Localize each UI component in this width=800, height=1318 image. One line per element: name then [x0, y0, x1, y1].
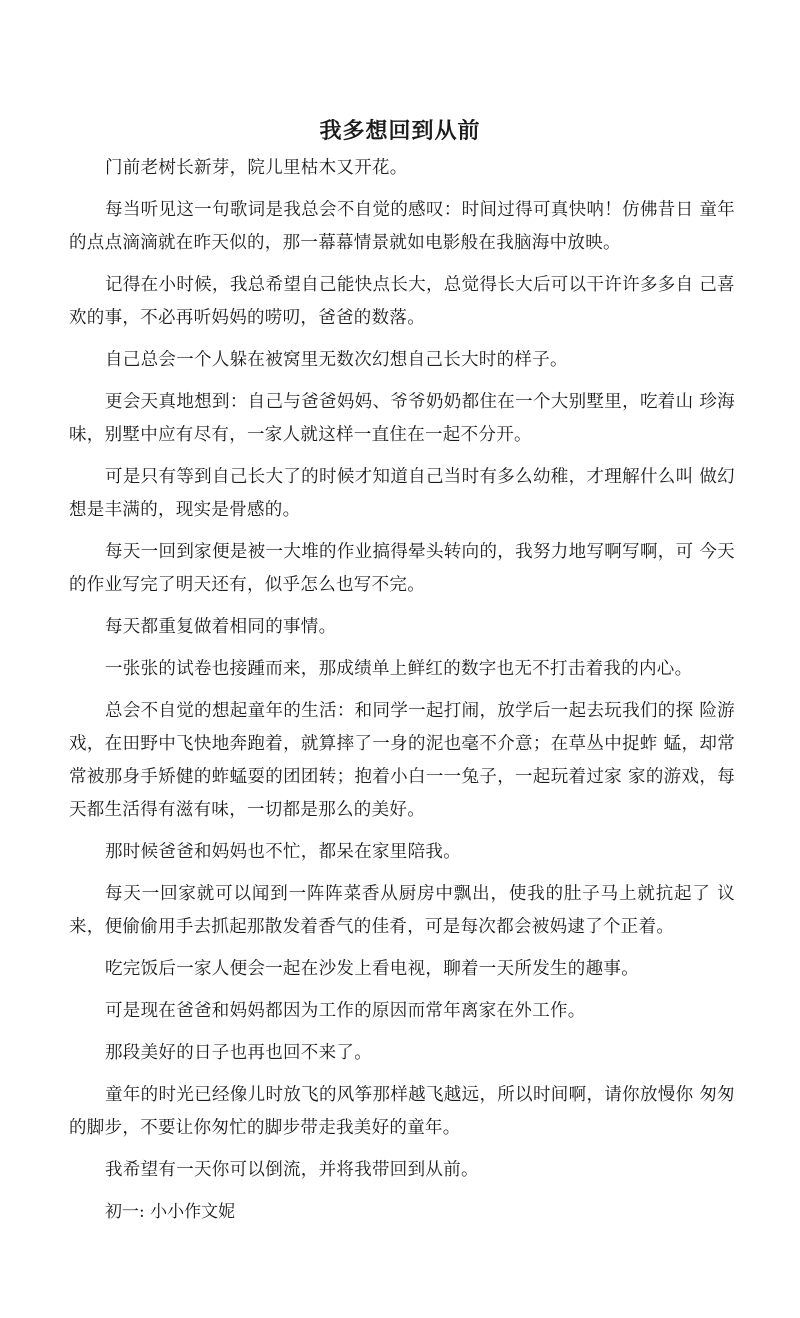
paragraph-7: 每天一回到家便是被一大堆的作业搞得晕头转向的，我努力地写啊写啊，可 今天的作业写完了明天还有，似乎怎么也写不完。 — [69, 542, 735, 595]
paragraph-6: 可是只有等到自己长大了的时候才知道自己当时有多么幼稚，才理解什么叫 做幻想是丰满的，现实是骨感的。 — [69, 467, 735, 520]
page-title: 我多想回到从前 — [319, 119, 481, 144]
paragraph-16: 童年的时光已经像儿时放飞的风筝那样越飞越远，所以时间啊，请你放慢你 匆匆的脚步，不要让你匆忙的脚步带走我美好的童年。 — [69, 1085, 735, 1138]
paragraph-15: 那段美好的日子也再也回不来了。 — [105, 1043, 372, 1063]
paragraph-13: 吃完饭后一家人便会一起在沙发上看电视，聊着一天所发生的趣事。 — [105, 959, 639, 979]
paragraph-8: 每天都重复做着相同的事情。 — [105, 617, 337, 637]
paragraph-12: 每天一回家就可以闻到一阵阵菜香从厨房中飘出，使我的肚子马上就抗起了 议来，便偷偷用手去抓起那散发着香气的佳肴，可是每次都会被妈逮了个正着。 — [69, 884, 735, 937]
author-signature: 初一: 小小作文妮 — [105, 1202, 236, 1222]
paragraph-14: 可是现在爸爸和妈妈都因为工作的原因而常年离家在外工作。 — [105, 1001, 586, 1021]
paragraph-1: 门前老树长新芽，院儿里枯木又开花。 — [105, 158, 408, 178]
paragraph-3: 记得在小时候，我总希望自己能快点长大，总觉得长大后可以干许许多多自 己喜欢的事，不必再听妈妈的唠叨，爸爸的数落。 — [69, 275, 735, 328]
paragraph-11: 那时候爸爸和妈妈也不忙，都呆在家里陪我。 — [105, 842, 461, 862]
paragraph-10: 总会不自觉的想起童年的生活：和同学一起打闹，放学后一起去玩我们的探 险游戏，在田野中飞快地奔跑着，就算摔了一身的泥也毫不介意；在草丛中捉蚱 蜢，却常常被那身手矫健的蚱蜢耍的团团转；抱着小白一一兔子，一起玩着过家 家的游戏，每天都生活得有滋有味，一切都是那么的美好。 — [69, 701, 735, 820]
essay-body — [69, 152, 735, 1229]
paragraph-2: 每当听见这一句歌词是我总会不自觉的感叹：时间过得可真快呐！仿佛昔日 童年的点点滴滴就在昨天似的，那一幕幕情景就如电影般在我脑海中放映。 — [69, 200, 735, 253]
paragraph-5: 更会天真地想到：自己与爸爸妈妈、爷爷奶奶都住在一个大别墅里，吃着山 珍海味，别墅中应有尽有，一家人就这样一直住在一起不分开。 — [69, 392, 735, 445]
paragraph-4: 自己总会一个人躲在被窝里无数次幻想自己长大时的样子。 — [105, 350, 568, 370]
paragraph-17: 我希望有一天你可以倒流，并将我带回到从前。 — [105, 1160, 479, 1180]
paragraph-9: 一张张的试卷也接踵而来，那成绩单上鲜红的数字也无不打击着我的内心。 — [105, 659, 693, 679]
